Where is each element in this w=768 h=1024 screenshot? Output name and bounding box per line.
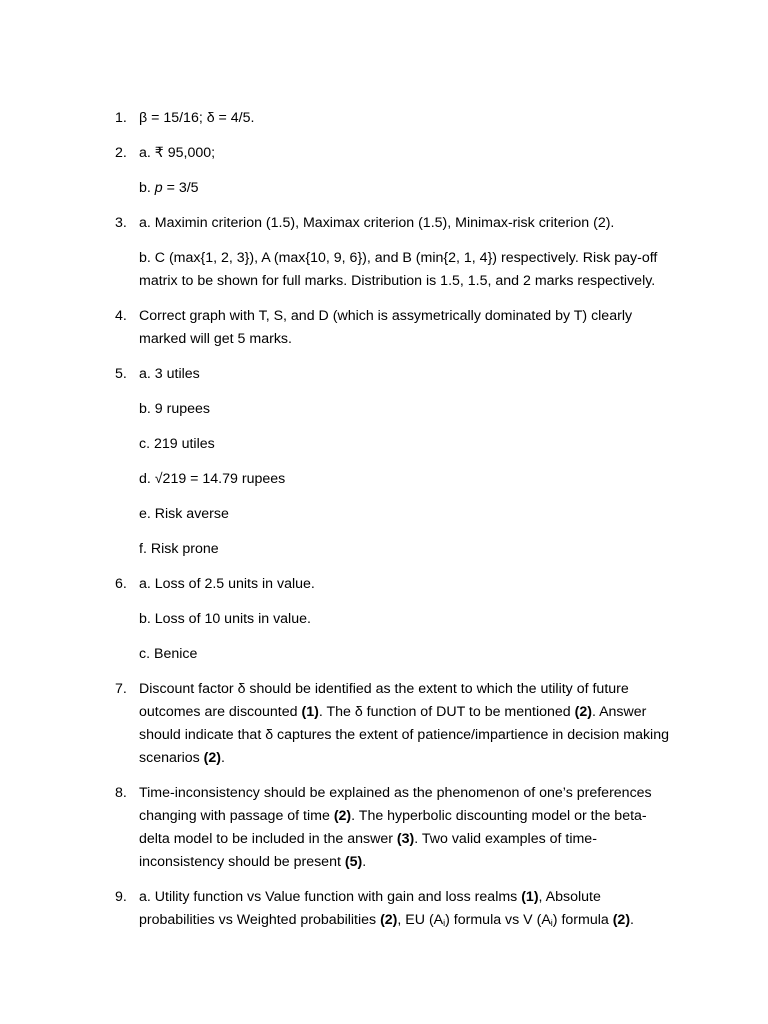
answer-part — [139, 142, 674, 165]
answer-part — [139, 305, 674, 351]
marks-allocation: (3) — [396, 831, 415, 847]
answer-item-8 — [115, 782, 674, 874]
answer-text: . Two valid examples of time-inconsistency should be present — [139, 831, 597, 870]
answer-number: 6. — [115, 576, 127, 592]
answer-text: ) formula vs V (A — [445, 912, 551, 928]
answer-part — [139, 886, 674, 932]
answer-text: c. Benice — [139, 646, 198, 662]
answer-text: . — [630, 912, 634, 928]
marks-allocation: (2) — [612, 912, 631, 928]
answer-text: p — [154, 180, 163, 196]
answer-part — [139, 247, 674, 293]
answer-text: b. — [139, 180, 155, 196]
answer-text: b. C (max{1, 2, 3}), A (max{10, 9, 6}), and B (min{2, 1, 4}) respectively. Risk pay-off matrix to be shown for full marks. Distribution is 1.5, 1.5, and 2 marks respectively. — [139, 250, 658, 289]
answer-text: f. Risk prone — [139, 541, 219, 557]
answer-part — [139, 398, 674, 421]
answer-text: β = 15/16; δ = 4/5. — [139, 110, 255, 126]
answer-number: 8. — [115, 785, 127, 801]
answer-text: i — [550, 918, 553, 928]
answer-text: Discount factor δ should be identified as the extent to which the utility of future outcomes are discounted — [139, 681, 629, 720]
answer-text: . — [221, 750, 225, 766]
marks-allocation: (5) — [344, 854, 363, 870]
marks-allocation: (2) — [574, 704, 592, 720]
answer-item-7 — [115, 678, 674, 770]
answer-text: , Absolute probabilities vs Weighted probabilities — [139, 889, 601, 928]
answer-part — [139, 643, 674, 666]
answer-text: i — [443, 918, 446, 928]
answer-part — [139, 503, 674, 526]
answer-number: 4. — [115, 308, 127, 324]
answer-text: ) formula — [552, 912, 613, 928]
answer-item-3 — [115, 212, 674, 293]
answer-number: 5. — [115, 366, 127, 382]
answer-number: 2. — [115, 145, 127, 161]
answer-text: , EU (A — [397, 912, 444, 928]
answer-text: a. ₹ 95,000; — [139, 145, 216, 161]
answer-part — [139, 212, 674, 235]
answer-part — [139, 433, 674, 456]
marks-allocation: (1) — [521, 889, 539, 905]
answer-text: = 3/5 — [162, 180, 199, 196]
answer-item-1 — [115, 107, 674, 130]
answer-item-9 — [115, 886, 674, 932]
marks-allocation: (1) — [301, 704, 319, 720]
answer-part — [139, 107, 674, 130]
answer-item-6 — [115, 573, 674, 666]
answer-part — [139, 678, 674, 770]
answer-key-document — [0, 95, 768, 944]
answer-text: . The hyperbolic discounting model or the beta-delta model to be included in the answer — [139, 808, 647, 847]
answer-part — [139, 468, 674, 491]
answer-text: . The δ function of DUT to be mentioned — [318, 704, 575, 720]
answer-part — [139, 363, 674, 386]
answer-text: c. 219 utiles — [139, 436, 215, 452]
answer-item-5 — [115, 363, 674, 561]
answer-text: a. Utility function vs Value function with gain and loss realms — [139, 889, 522, 905]
answer-number: 3. — [115, 215, 127, 231]
answer-item-2 — [115, 142, 674, 200]
marks-allocation: (2) — [203, 750, 222, 766]
answer-text: d. √219 = 14.79 rupees — [139, 471, 286, 487]
marks-allocation: (2) — [333, 808, 352, 824]
answer-text: a. 3 utiles — [139, 366, 200, 382]
answer-part — [139, 573, 674, 596]
answer-text: b. Loss of 10 units in value. — [139, 611, 311, 627]
answer-number: 1. — [115, 110, 127, 126]
answer-item-4 — [115, 305, 674, 351]
answer-text: Correct graph with T, S, and D (which is assymetrically dominated by T) clearly marked will get 5 marks. — [139, 308, 633, 347]
answer-text: Time-inconsistency should be explained as the phenomenon of one’s preferences changing with passage of time — [139, 785, 652, 824]
answer-text: b. 9 rupees — [139, 401, 210, 417]
answer-number: 7. — [115, 681, 127, 697]
answer-part — [139, 177, 674, 200]
answer-text: . — [362, 854, 367, 870]
answer-part — [139, 608, 674, 631]
answer-text: a. Loss of 2.5 units in value. — [139, 576, 315, 592]
answer-text: . Answer should indicate that δ captures the extent of patience/impartience in decision making scenarios — [139, 704, 669, 766]
answer-part — [139, 538, 674, 561]
answer-text: e. Risk averse — [139, 506, 229, 522]
marks-allocation: (2) — [380, 912, 398, 928]
answer-list — [0, 107, 768, 932]
answer-part — [139, 782, 674, 874]
answer-text: a. Maximin criterion (1.5), Maximax criterion (1.5), Minimax-risk criterion (2). — [139, 215, 615, 231]
answer-number: 9. — [115, 889, 127, 905]
